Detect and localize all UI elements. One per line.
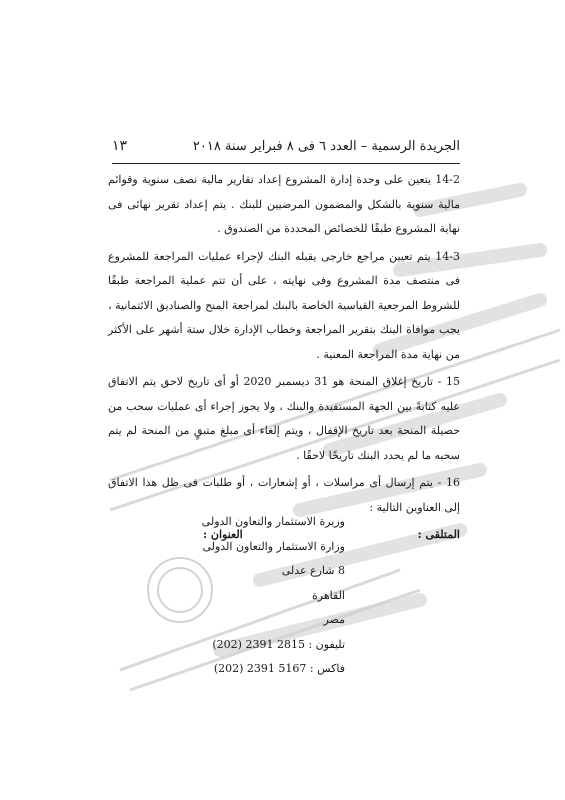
address-line: 8 شارع عدلى (281, 564, 345, 577)
document-body (108, 168, 460, 548)
header-rule (112, 163, 460, 164)
address-line: فاكس : 5167 2391 (202) (213, 662, 345, 675)
address-line: وزارة الاستثمار والتعاون الدولى (202, 539, 345, 553)
address-block (180, 510, 345, 682)
paragraph-15: 15 - تاريخ إغلاق المنحة هو 31 ديسمبر 2020 أو أى تاريخ لاحق يتم الاتفاق عليه كتابةً بين الجهة المستفيدة والبنك ، ولا يجوز إجراء أى عمليات سحب من حصيلة المنحة بعد تاريخ الإقفال ، ويتم إلغاء أى مبلغ متبقٍ من المنحة لم يتم سحبه ما لم يحدد البنك تاريخًا لاحقًا . (108, 375, 460, 462)
address-line: مصر (323, 613, 345, 626)
address-line: القاهرة (312, 588, 345, 602)
address-line: تليفون : 2815 2391 (202) (212, 637, 345, 651)
header-title: الجريدة الرسمية – العدد ٦ فى ٨ فبراير سنة ٢٠١٨ (192, 139, 460, 154)
address-line: وزيرة الاستثمار والتعاون الدولى (201, 515, 345, 528)
paragraph-14-2: 14-2 يتعين على وحدة إدارة المشروع إعداد تقارير مالية نصف سنوية وقوائم مالية سنوية بالشكل والمضمون المرضيين للبنك . يتم إعداد تقرير نهائى فى نهاية المشروع طبقًا للخصائص المحددة من الصندوق . (108, 173, 460, 235)
paragraph-14-3: 14-3 يتم تعيين مراجع خارجى يقبله البنك لإجراء عمليات المراجعة للمشروع فى منتصف مدة المشروع وفى نهايته ، على أن تتم عملية المراجعة طبقًا للشروط المرجعية القياسية الخاصة بالبنك لمراجعة المنح والصناديق الائتمانية ، يجب موافاة البنك بتقرير المراجعة وخطاب الإدارة خلال ستة أشهر على الأكثر من نهاية مدة المراجعة المعنية . (108, 249, 460, 361)
recipient-label: المتلقى : (417, 528, 460, 541)
address-label: العنوان : (203, 528, 243, 541)
paragraph-16: 16 - يتم إرسال أى مراسلات ، أو إشعارات ، أو طلبات فى ظل هذا الاتفاق إلى العناوين التالية : (108, 476, 460, 514)
page-header (112, 130, 460, 154)
page-number: ١٣ (112, 138, 128, 154)
